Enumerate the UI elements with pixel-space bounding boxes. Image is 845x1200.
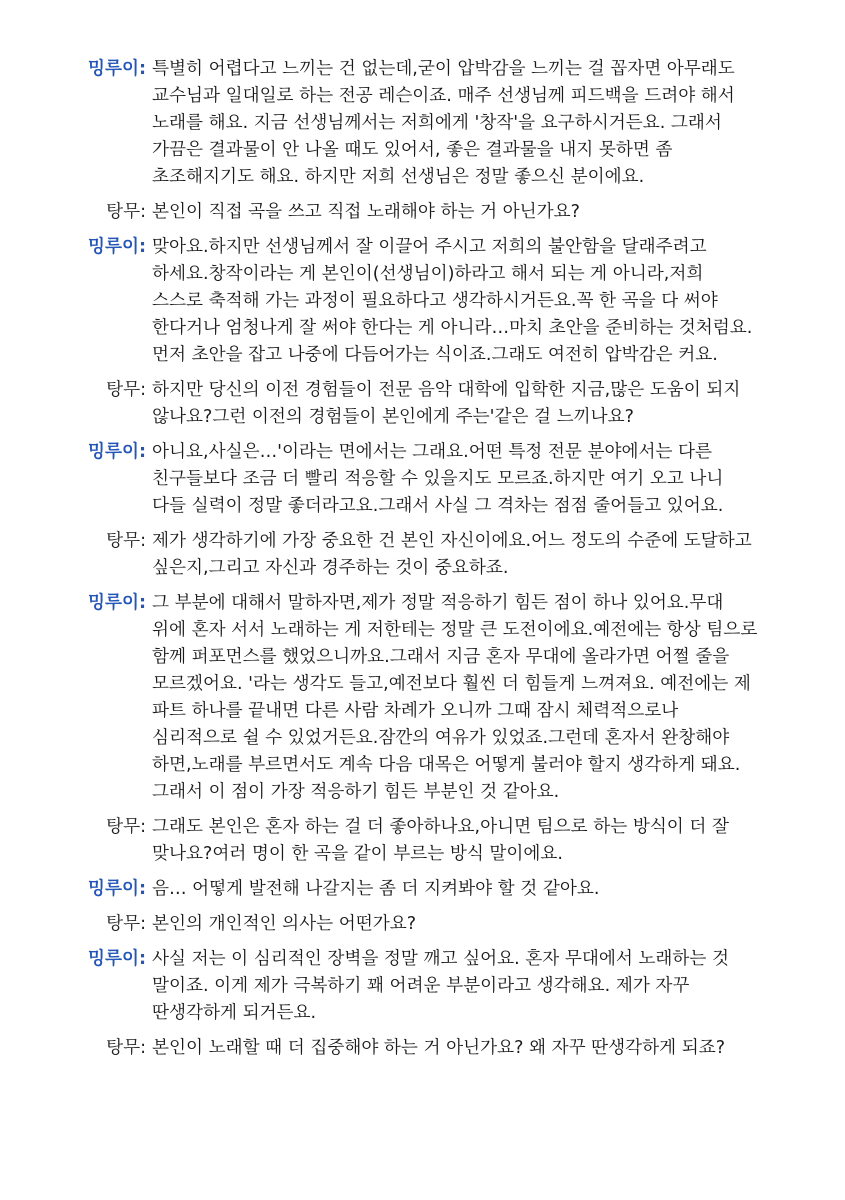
- speaker-label: 탕무:: [106, 1038, 146, 1058]
- dialogue-text: 맞아요.하지만 선생님께서 잘 이끌어 주시고 저희의 불안함을 달래주려고 하세요.창작이라는 게 본인이(선생님이)하라고 해서 되는 게 아니라,저희 스스로 축적해 가는 과정이 필요하다고 생각하시거든요.꼭 한 곡을 다 써야 한다거나 엄청나게 잘 써야 한다는 게 아니라…마치 초안을 준비하는 것처럼요.먼저 초안을 잡고 나중에 다듬어가는 식이죠.그래도 여전히 압박감은 커요.: [152, 237, 753, 365]
- dialogue-text: 하지만 당신의 이전 경험들이 전문 음악 대학에 입학한 지금,많은 도움이 되지 않나요?그런 이전의 경험들이 본인에게 주는'같은 걸 느끼나요?: [152, 380, 741, 427]
- dialogue-turn-11: [0, 946, 845, 1027]
- dialogue-turn-2: [0, 199, 845, 226]
- dialogue-turn-3: [0, 234, 845, 369]
- speaker-label: 밍루이:: [87, 593, 146, 613]
- dialogue-text: 본인이 직접 곡을 쓰고 직접 노래해야 하는 거 아닌가요?: [152, 202, 580, 222]
- dialogue-turn-10: [0, 911, 845, 938]
- dialogue-text: 본인이 노래할 때 더 집중해야 하는 거 아닌가요? 왜 자꾸 딴생각하게 되죠?: [152, 1038, 726, 1058]
- speaker-label: 탕무:: [106, 202, 146, 222]
- speaker-label: 밍루이:: [87, 879, 146, 899]
- dialogue-turn-4: [0, 377, 845, 431]
- dialogue-text: 사실 저는 이 심리적인 장벽을 정말 깨고 싶어요. 혼자 무대에서 노래하는 것 말이죠. 이게 제가 극복하기 꽤 어려운 부분이라고 생각해요. 제가 자꾸 딴생각하게 되거든요.: [152, 949, 729, 1023]
- speaker-label: 밍루이:: [87, 59, 146, 79]
- dialogue-turn-9: [0, 876, 845, 903]
- dialogue-text: 아니요,사실은…'이라는 면에서는 그래요.어떤 특정 전문 분야에서는 다른 친구들보다 조금 더 빨리 적응할 수 있을지도 모르죠.하지만 여기 오고 나니 다들 실력이 정말 좋더라고요.그래서 사실 그 격차는 점점 줄어들고 있어요.: [152, 442, 724, 516]
- dialogue-text: 본인의 개인적인 의사는 어떤가요?: [152, 914, 417, 934]
- interview-transcript: [0, 56, 845, 1070]
- dialogue-turn-12: [0, 1035, 845, 1062]
- dialogue-turn-7: [0, 590, 845, 806]
- dialogue-text: 음… 어떻게 발전해 나갈지는 좀 더 지켜봐야 할 것 같아요.: [152, 879, 600, 899]
- speaker-label: 탕무:: [106, 531, 146, 551]
- speaker-label: 밍루이:: [87, 237, 146, 257]
- dialogue-text: 특별히 어렵다고 느끼는 건 없는데,굳이 압박감을 느끼는 걸 꼽자면 아무래도 교수님과 일대일로 하는 전공 레슨이죠. 매주 선생님께 피드백을 드려야 해서 노래를 해요. 지금 선생님께서는 저희에게 '창작'을 요구하시거든요. 그래서 가끔은 결과물이 안 나올 때도 있어서, 좋은 결과물을 내지 못하면 좀 초조해지기도 해요. 하지만 저희 선생님은 정말 좋으신 분이에요.: [152, 59, 735, 187]
- dialogue-turn-6: [0, 528, 845, 582]
- speaker-label: 밍루이:: [87, 949, 146, 969]
- dialogue-text: 제가 생각하기에 가장 중요한 건 본인 자신이에요.어느 정도의 수준에 도달하고 싶은지,그리고 자신과 경주하는 것이 중요하죠.: [152, 531, 752, 578]
- dialogue-turn-1: [0, 56, 845, 191]
- dialogue-turn-5: [0, 439, 845, 520]
- dialogue-text: 그래도 본인은 혼자 하는 걸 더 좋아하나요,아니면 팀으로 하는 방식이 더 잘 맞나요?여러 명이 한 곡을 같이 부르는 방식 말이에요.: [152, 817, 729, 864]
- speaker-label: 탕무:: [106, 817, 146, 837]
- dialogue-turn-8: [0, 814, 845, 868]
- speaker-label: 밍루이:: [87, 442, 146, 462]
- speaker-label: 탕무:: [106, 380, 146, 400]
- speaker-label: 탕무:: [106, 914, 146, 934]
- dialogue-text: 그 부분에 대해서 말하자면,제가 정말 적응하기 힘든 점이 하나 있어요.무대 위에 혼자 서서 노래하는 게 저한테는 정말 큰 도전이에요.예전에는 항상 팀으로 함께 퍼포먼스를 했었으니까요.그래서 지금 혼자 무대에 올라가면 어쩔 줄을 모르겠어요. '라는 생각도 들고,예전보다 훨씬 더 힘들게 느껴져요. 예전에는 제 파트 하나를 끝내면 다른 사람 차례가 오니까 그때 잠시 체력적으로나 심리적으로 쉴 수 있었거든요.잠깐의 여유가 있었죠.그런데 혼자서 완창해야 하면,노래를 부르면서도 계속 다음 대목은 어떻게 불러야 할지 생각하게 돼요.그래서 이 점이 가장 적응하기 힘든 부분인 것 같아요.: [152, 593, 758, 802]
